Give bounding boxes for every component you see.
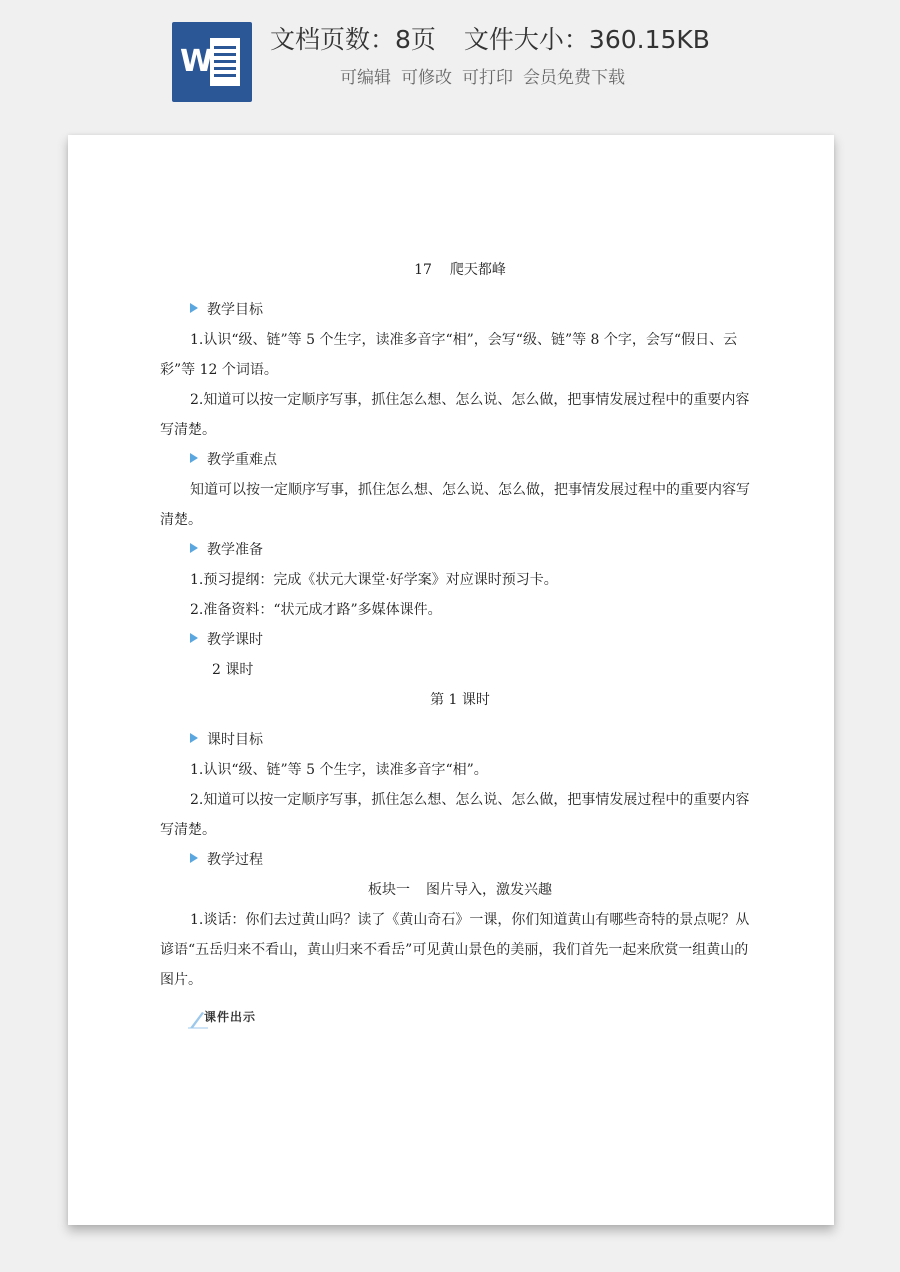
block-heading	[160, 875, 760, 905]
section-heading-process: 教学过程	[160, 845, 760, 875]
lesson-title: 第 1 课时	[430, 692, 490, 708]
lesson-goal-item-2: 2.知道可以按一定顺序写事，抓住怎么想、怎么说、怎么做，把事情发展过程中的重要内容写清楚。	[160, 792, 750, 838]
page-count-label: 文档页数：8页	[270, 25, 436, 54]
bullet-triangle-icon	[190, 853, 198, 863]
feature-printable: 可打印	[462, 68, 513, 88]
feature-modifiable: 可修改	[401, 68, 452, 88]
block-title: 图片导入，激发兴趣	[426, 882, 552, 898]
prep-item-2: 2.准备资料：“状元成才路”多媒体课件。	[190, 602, 442, 618]
talk-paragraph: 1.谈话：你们去过黄山吗？读了《黄山奇石》一课，你们知道黄山有哪些奇特的景点呢？从谚语“五岳归来不看山，黄山归来不看岳”可见黄山景色的美丽，我们首先一起来欣赏一组黄山的图片。	[160, 912, 750, 988]
bullet-triangle-icon	[190, 303, 198, 313]
hours-text: 2 课时	[212, 662, 254, 678]
word-logo-letter: W	[180, 44, 214, 79]
document-body	[160, 255, 760, 1037]
section-heading-prep: 教学准备	[160, 535, 760, 565]
feature-free-download: 会员免费下载	[523, 68, 625, 88]
word-document-icon	[172, 22, 252, 102]
download-banner	[0, 0, 900, 110]
feature-editable: 可编辑	[340, 68, 391, 88]
bullet-triangle-icon	[190, 633, 198, 643]
goals-item-2: 2.知道可以按一定顺序写事，抓住怎么想、怎么说、怎么做，把事情发展过程中的重要内容写清楚。	[160, 392, 750, 438]
section-heading-lesson-goals: 课时目标	[160, 725, 760, 755]
courseware-marker	[160, 997, 760, 1037]
key-points-text: 知道可以按一定顺序写事，抓住怎么想、怎么说、怎么做，把事情发展过程中的重要内容写清楚。	[160, 482, 750, 528]
section-heading-hours: 教学课时	[160, 625, 760, 655]
lesson-plan-title	[160, 255, 760, 295]
file-size-label: 文件大小：360.15KB	[463, 25, 710, 54]
goals-item-1: 1.认识“级、链”等 5 个生字，读准多音字“相”，会写“级、链”等 8 个字，会写“假日、云彩”等 12 个词语。	[160, 332, 738, 378]
prep-item-1: 1.预习提纲：完成《状元大课堂·好学案》对应课时预习卡。	[190, 572, 558, 588]
bullet-triangle-icon	[190, 543, 198, 553]
bullet-triangle-icon	[190, 733, 198, 743]
lesson-goal-item-1: 1.认识“级、链”等 5 个生字，读准多音字“相”。	[190, 762, 488, 778]
courseware-label: 课件出示	[204, 1010, 257, 1024]
file-info	[270, 22, 870, 58]
block-label: 板块一	[368, 882, 410, 898]
document-page	[68, 135, 834, 1225]
title-number: 17	[414, 262, 432, 278]
title-text: 爬天都峰	[449, 262, 506, 278]
bullet-triangle-icon	[190, 453, 198, 463]
section-heading-goals: 教学目标	[160, 295, 760, 325]
feature-list	[340, 64, 740, 92]
section-heading-key-points: 教学重难点	[160, 445, 760, 475]
